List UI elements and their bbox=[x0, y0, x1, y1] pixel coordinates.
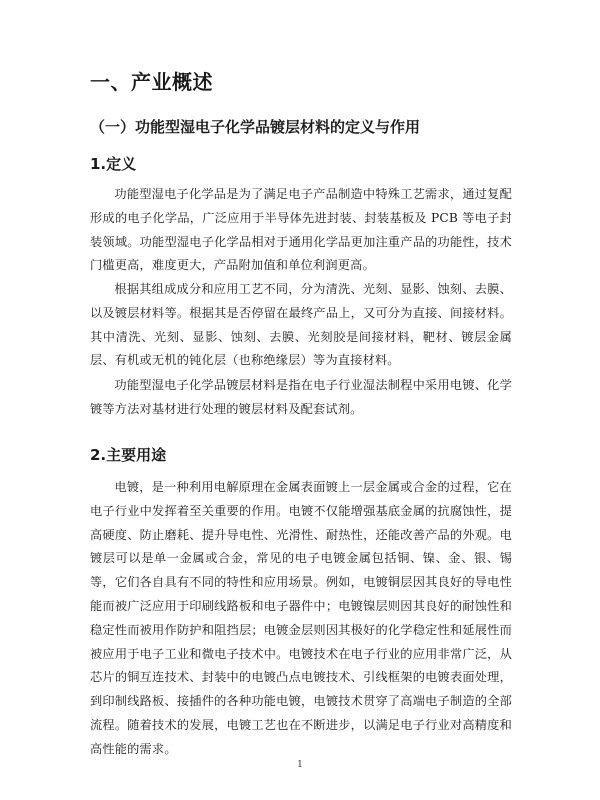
usage-paragraph-1: 电镀，是一种利用电解原理在金属表面镀上一层金属或合金的过程，它在电子行业中发挥着至关重要的作用。电镀不仅能增强基底金属的抗腐蚀性，提高硬度、防止磨耗、提升导电性、光滑性、耐热性，还能改善产品的外观。电镀层可以是单一金属或合金，常见的电子电镀金属包括铜、镍、金、银、锡等，它们各自具有不同的特性和应用场景。例如，电镀铜层因其良好的导电性能而被广泛应用于印刷线路板和电子器件中；电镀镍层则因其良好的耐蚀性和稳定性而被用作防护和阻挡层；电镀金层则因其极好的化学稳定性和延展性而被应用于电子工业和微电子技术中。电镀技术在电子行业的应用非常广泛，从芯片的铜互连技术、封装中的电镀凸点电镀技术、引线框架的电镀表面处理，到印制线路板、接插件的各种功能电镀，电镀技术贯穿了高端电子制造的全部流程。随着技术的发展，电镀工艺也在不断进步，以满足电子行业对高精度和高性能的需求。 bbox=[90, 480, 512, 756]
usage-heading: 2.主要用途 bbox=[90, 446, 167, 464]
chapter-heading: 一、产业概述 bbox=[90, 70, 213, 94]
definition-paragraph-3: 功能型湿电子化学品镀层材料是指在电子行业湿法制程中采用电镀、化学镀等方法对基材进行处理的镀层材料及配套试剂。 bbox=[90, 378, 512, 416]
section-heading: （一）功能型湿电子化学品镀层材料的定义与作用 bbox=[90, 118, 421, 136]
definition-heading: 1.定义 bbox=[90, 155, 137, 173]
definition-paragraph-1: 功能型湿电子化学品是为了满足电子产品制造中特殊工艺需求，通过复配形成的电子化学品，广泛应用于半导体先进封装、封装基板及 PCB 等电子封装领域。功能型湿电子化学品相对于通用化学品更加注重产品的功能性，技术门槛更高，难度更大，产品附加值和单位利润更高。 bbox=[90, 187, 512, 273]
definition-paragraph-2: 根据其组成成分和应用工艺不同，分为清洗、光刻、显影、蚀刻、去膜、以及镀层材料等。根据其是否停留在最终产品上，又可分为直接、间接材料。其中清洗、光刻、显影、蚀刻、去膜、光刻胶是间接材料，靶材、镀层金属层、有机或无机的钝化层（也称绝缘层）等为直接材料。 bbox=[90, 282, 512, 368]
page-number: 1 bbox=[297, 760, 303, 770]
